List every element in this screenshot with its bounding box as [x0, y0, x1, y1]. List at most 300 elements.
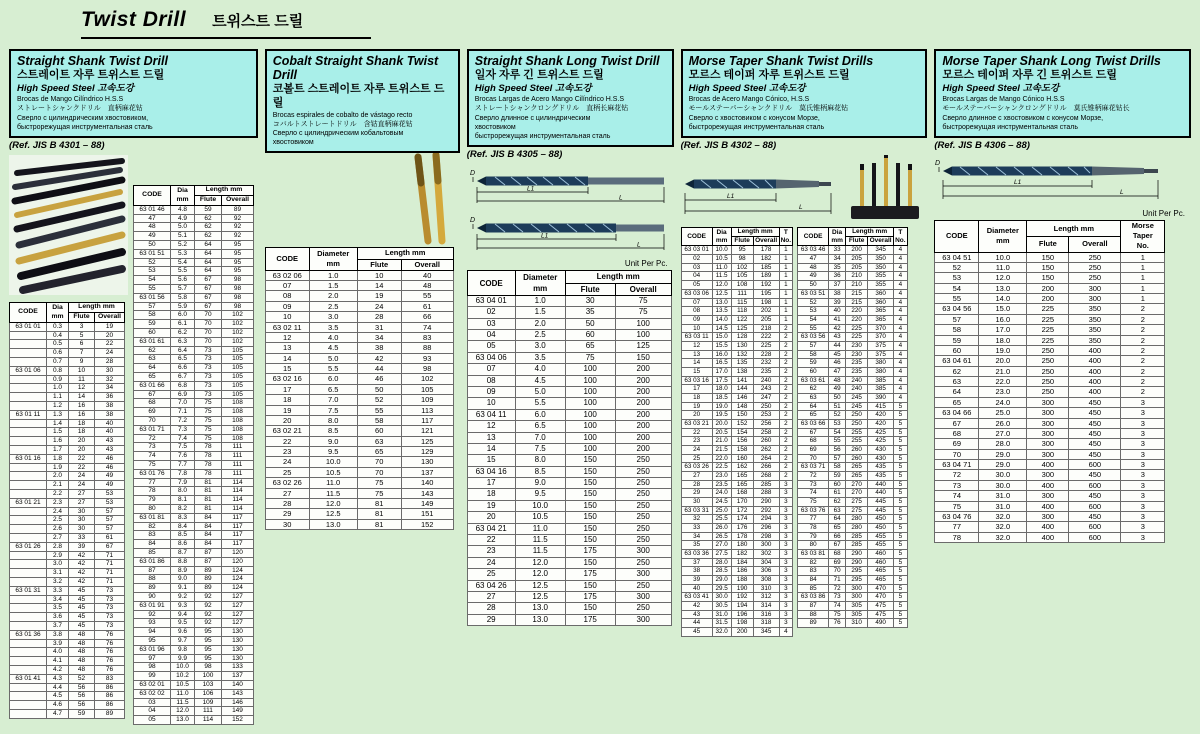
code-cell: 30	[681, 497, 712, 506]
value-cell: 40	[829, 307, 846, 316]
value-cell: 5	[894, 480, 907, 489]
value-cell: 222	[753, 333, 779, 342]
code-cell	[10, 569, 47, 578]
value-cell: 3	[1121, 428, 1165, 438]
value-cell: 290	[753, 497, 779, 506]
value-cell: 7.5	[309, 405, 357, 415]
value-cell: 22	[69, 463, 95, 472]
value-cell: 285	[846, 541, 868, 550]
section-line-ru1: Сверло с цилиндрическим хвостовиком,	[17, 114, 149, 122]
value-cell: 305	[846, 602, 868, 611]
value-cell: 188	[731, 576, 753, 585]
value-cell: 92	[222, 223, 254, 232]
value-cell: 250	[1027, 345, 1069, 355]
value-cell: 111	[222, 460, 254, 469]
value-cell: 5	[894, 419, 907, 428]
value-cell: 450	[1069, 511, 1121, 521]
value-cell: 24.0	[712, 489, 731, 498]
value-cell: 290	[846, 558, 868, 567]
col-header-length: Length mm	[195, 186, 254, 196]
code-cell: 63 01 76	[134, 469, 171, 478]
value-cell: 9.5	[171, 619, 195, 628]
value-cell: 48	[69, 665, 95, 674]
value-cell: 12.5	[309, 509, 357, 519]
value-cell: 20.0	[979, 356, 1027, 366]
value-cell: 14.5	[712, 324, 731, 333]
value-cell: 42	[69, 577, 95, 586]
value-cell: 5	[894, 471, 907, 480]
section-line-ru1: Сверло длинное с цилиндрическим	[474, 114, 591, 122]
value-cell: 475	[868, 610, 894, 619]
value-cell: 7.7	[171, 460, 195, 469]
value-cell: 20.5	[712, 428, 731, 437]
code-cell: 68	[134, 399, 171, 408]
morse-taper-size-table-right	[797, 227, 907, 628]
value-cell: 162	[731, 463, 753, 472]
col-header-flute: Flute	[846, 237, 868, 246]
taper-drill-diagram	[681, 166, 839, 224]
value-cell: 400	[1027, 501, 1069, 511]
value-cell: 215	[846, 298, 868, 307]
value-cell: 3	[1121, 460, 1165, 470]
value-cell: 180	[731, 541, 753, 550]
code-cell: 63	[134, 355, 171, 364]
code-cell: 47	[134, 214, 171, 223]
col-header-length: Length mm	[1027, 221, 1121, 237]
code-cell: 63 01 81	[134, 513, 171, 522]
value-cell: 103	[195, 680, 222, 689]
value-cell: 32.0	[712, 628, 731, 637]
col-header-code: CODE	[798, 228, 829, 246]
code-cell: 63 02 16	[265, 374, 309, 384]
value-cell: 266	[753, 463, 779, 472]
value-cell: 9.0	[309, 436, 357, 446]
value-cell: 24.0	[979, 397, 1027, 407]
value-cell: 30.0	[979, 480, 1027, 490]
value-cell: 46	[829, 359, 846, 368]
value-cell: 3	[1121, 470, 1165, 480]
value-cell: 245	[846, 393, 868, 402]
value-cell: 120	[222, 557, 254, 566]
value-cell: 30	[565, 295, 615, 306]
value-cell: 2	[1121, 366, 1165, 376]
value-cell: 102	[222, 320, 254, 329]
value-cell: 268	[753, 471, 779, 480]
value-cell: 4	[894, 393, 907, 402]
code-cell: 52	[798, 298, 829, 307]
value-cell: 3	[1121, 418, 1165, 428]
long-drill-diagram-top	[469, 164, 671, 206]
value-cell: 44	[357, 364, 401, 374]
code-cell: 63 04 66	[935, 408, 979, 418]
code-cell: 54	[798, 315, 829, 324]
code-cell: 23	[467, 546, 515, 557]
value-cell: 250	[615, 478, 671, 489]
value-cell: 28.0	[712, 558, 731, 567]
value-cell: 50	[357, 384, 401, 394]
value-cell: 3	[779, 602, 792, 611]
value-cell: 150	[565, 478, 615, 489]
value-cell: 190	[731, 584, 753, 593]
value-cell: 55	[829, 437, 846, 446]
value-cell: 5.0	[309, 353, 357, 363]
value-cell: 71	[95, 551, 125, 560]
value-cell: 15.5	[712, 341, 731, 350]
value-cell: 102	[222, 337, 254, 346]
unit-note: Unit Per Pc.	[1142, 209, 1185, 219]
value-cell: 128	[731, 333, 753, 342]
value-cell: 4	[894, 246, 907, 255]
value-cell: 205	[846, 263, 868, 272]
code-cell: 03	[134, 698, 171, 707]
value-cell: 59	[69, 709, 95, 718]
value-cell: 225	[1027, 304, 1069, 314]
value-cell: 75	[357, 478, 401, 488]
value-cell: 316	[753, 610, 779, 619]
value-cell: 435	[868, 463, 894, 472]
value-cell: 2	[779, 454, 792, 463]
value-cell: 3.1	[47, 569, 69, 578]
value-cell: 2	[1121, 335, 1165, 345]
dim-l1-label: L1	[726, 193, 734, 201]
value-cell: 9	[69, 358, 95, 367]
value-cell: 45	[69, 613, 95, 622]
value-cell: 70	[829, 567, 846, 576]
value-cell: 450	[1069, 397, 1121, 407]
value-cell: 31.5	[712, 619, 731, 628]
value-cell: 73	[195, 373, 222, 382]
value-cell: 19.5	[712, 411, 731, 420]
value-cell: 105	[401, 384, 453, 394]
code-cell: 69	[798, 445, 829, 454]
code-cell: 63 01 21	[10, 498, 47, 507]
col-header-length: Length mm	[846, 228, 894, 237]
value-cell: 6.5	[171, 355, 195, 364]
code-cell: 29	[681, 489, 712, 498]
section-subtitle: High Speed Steel 고속도강	[942, 82, 1060, 94]
value-cell: 300	[615, 591, 671, 602]
code-cell: 64	[798, 402, 829, 411]
value-cell: 65	[357, 447, 401, 457]
code-cell: 64	[134, 364, 171, 373]
code-cell: 70	[134, 417, 171, 426]
value-cell: 5	[894, 402, 907, 411]
code-cell: 53	[798, 307, 829, 316]
section-title-en: Morse Taper Shank Long Twist Drills	[942, 54, 1161, 68]
value-cell: 205	[846, 255, 868, 264]
value-cell: 450	[868, 515, 894, 524]
code-cell: 19	[681, 402, 712, 411]
code-cell: 28	[265, 498, 309, 508]
code-cell: 63 01 36	[10, 630, 47, 639]
value-cell: 150	[615, 352, 671, 363]
code-cell: 63 03 76	[798, 506, 829, 515]
value-cell: 1	[1121, 252, 1165, 262]
value-cell: 76	[829, 619, 846, 628]
value-cell: 4	[894, 324, 907, 333]
value-cell: 30.0	[712, 593, 731, 602]
code-cell: 79	[134, 496, 171, 505]
value-cell: 74	[401, 322, 453, 332]
code-cell: 84	[798, 576, 829, 585]
value-cell: 400	[1027, 532, 1069, 542]
value-cell: 46	[95, 463, 125, 472]
value-cell: 138	[731, 367, 753, 376]
value-cell: 220	[846, 315, 868, 324]
code-cell: 04	[134, 707, 171, 716]
value-cell: 2.0	[309, 291, 357, 301]
value-cell: 117	[222, 531, 254, 540]
value-cell: 150	[565, 557, 615, 568]
code-cell: 50	[798, 281, 829, 290]
value-cell: 89	[95, 709, 125, 718]
value-cell: 302	[753, 549, 779, 558]
code-cell: 63 04 71	[935, 460, 979, 470]
code-cell: 63 01 56	[134, 293, 171, 302]
code-cell: 69	[134, 408, 171, 417]
value-cell: 3.9	[47, 639, 69, 648]
value-cell: 100	[565, 443, 615, 454]
value-cell: 143	[222, 689, 254, 698]
value-cell: 115	[731, 298, 753, 307]
value-cell: 14	[357, 281, 401, 291]
catalog-columns	[9, 49, 1191, 725]
value-cell: 67	[195, 302, 222, 311]
value-cell: 84	[195, 540, 222, 549]
value-cell: 86	[95, 692, 125, 701]
value-cell: 350	[1069, 304, 1121, 314]
value-cell: 39	[69, 542, 95, 551]
value-cell: 430	[868, 445, 894, 454]
code-cell: 74	[935, 491, 979, 501]
value-cell: 1.5	[309, 281, 357, 291]
value-cell: 21.0	[712, 437, 731, 446]
value-cell: 7.8	[171, 469, 195, 478]
section-title-ko: 코볼트 스트레이트 자루 트위스트 드릴	[272, 83, 445, 109]
section-line-ru2: хвостовиком	[272, 139, 314, 147]
value-cell: 56	[69, 692, 95, 701]
value-cell: 144	[731, 385, 753, 394]
value-cell: 300	[1027, 439, 1069, 449]
code-cell: 84	[134, 540, 171, 549]
value-cell: 2.7	[47, 534, 69, 543]
code-cell	[10, 393, 47, 402]
value-cell: 300	[846, 593, 868, 602]
value-cell: 9.7	[171, 636, 195, 645]
value-cell: 111	[195, 707, 222, 716]
value-cell: 3	[779, 506, 792, 515]
code-cell: 10	[467, 398, 515, 409]
value-cell: 3	[779, 576, 792, 585]
value-cell: 375	[868, 341, 894, 350]
value-cell: 232	[753, 359, 779, 368]
value-cell: 10	[357, 270, 401, 280]
value-cell: 1	[779, 246, 792, 255]
value-cell: 4	[894, 341, 907, 350]
value-cell: 360	[868, 289, 894, 298]
code-cell	[10, 604, 47, 613]
value-cell: 14.0	[979, 294, 1027, 304]
value-cell: 150	[1027, 262, 1069, 272]
value-cell: 250	[615, 500, 671, 511]
col-header-flute: Flute	[69, 313, 95, 323]
value-cell: 45	[69, 586, 95, 595]
value-cell: 4.5	[515, 375, 565, 386]
value-cell: 130	[401, 457, 453, 467]
value-cell: 350	[868, 255, 894, 264]
value-cell: 73	[95, 604, 125, 613]
value-cell: 84	[195, 513, 222, 522]
value-cell: 42	[829, 324, 846, 333]
code-cell: 63 01 51	[134, 249, 171, 258]
value-cell: 19.0	[712, 402, 731, 411]
value-cell: 44	[829, 341, 846, 350]
code-cell: 63 03 11	[681, 333, 712, 342]
code-cell: 67	[935, 418, 979, 428]
value-cell: 150	[565, 489, 615, 500]
straight-shank-size-table-large	[133, 185, 254, 725]
value-cell: 59	[829, 471, 846, 480]
code-cell: 02	[467, 307, 515, 318]
code-cell: 77	[935, 522, 979, 532]
value-cell: 40	[95, 428, 125, 437]
ref-standard: (Ref. JIS B 4302 – 88)	[680, 140, 777, 152]
value-cell: 24	[95, 349, 125, 358]
value-cell: 27.0	[712, 541, 731, 550]
value-cell: 220	[846, 307, 868, 316]
value-cell: 3.3	[47, 586, 69, 595]
code-cell: 22	[467, 535, 515, 546]
value-cell: 22	[95, 340, 125, 349]
code-cell: 97	[134, 654, 171, 663]
value-cell: 192	[753, 281, 779, 290]
col-header-length: Length mm	[69, 303, 125, 313]
value-cell: 3	[779, 593, 792, 602]
code-cell: 85	[134, 548, 171, 557]
value-cell: 1	[779, 289, 792, 298]
value-cell: 1.7	[47, 446, 69, 455]
value-cell: 5	[894, 506, 907, 515]
code-cell: 75	[134, 460, 171, 469]
value-cell: 150	[565, 603, 615, 614]
value-cell: 1	[779, 298, 792, 307]
code-cell: 39	[681, 576, 712, 585]
value-cell: 14	[69, 393, 95, 402]
value-cell: 400	[1069, 366, 1121, 376]
code-cell	[10, 613, 47, 622]
value-cell: 3	[779, 610, 792, 619]
value-cell: 43	[95, 446, 125, 455]
value-cell: 70	[195, 329, 222, 338]
value-cell: 29.0	[979, 460, 1027, 470]
value-cell: 100	[565, 386, 615, 397]
value-cell: 250	[1027, 377, 1069, 387]
value-cell: 10.0	[309, 457, 357, 467]
value-cell: 23.0	[979, 387, 1027, 397]
value-cell: 5	[894, 610, 907, 619]
value-cell: 370	[868, 324, 894, 333]
value-cell: 3	[1121, 511, 1165, 521]
value-cell: 86	[95, 683, 125, 692]
section-title-en: Morse Taper Shank Twist Drills	[688, 54, 874, 68]
code-cell: 14	[681, 359, 712, 368]
value-cell: 106	[195, 689, 222, 698]
value-cell: 296	[753, 523, 779, 532]
value-cell: 1.5	[515, 307, 565, 318]
value-cell: 57	[95, 516, 125, 525]
code-cell: 88	[798, 610, 829, 619]
value-cell: 2	[779, 471, 792, 480]
value-cell: 137	[401, 467, 453, 477]
code-cell: 44	[681, 619, 712, 628]
code-cell: 74	[798, 489, 829, 498]
value-cell: 235	[846, 359, 868, 368]
value-cell: 100	[565, 409, 615, 420]
value-cell: 243	[753, 385, 779, 394]
value-cell: 170	[731, 497, 753, 506]
code-cell	[10, 577, 47, 586]
value-cell: 160	[731, 454, 753, 463]
value-cell: 10	[69, 366, 95, 375]
value-cell: 3	[69, 322, 95, 331]
code-cell: 73	[935, 480, 979, 490]
value-cell: 5	[894, 497, 907, 506]
value-cell: 25.0	[979, 408, 1027, 418]
value-cell: 288	[753, 489, 779, 498]
code-cell: 22	[265, 436, 309, 446]
value-cell: 5.9	[171, 302, 195, 311]
section-line-ru2: хвостовиком	[474, 123, 516, 131]
value-cell: 26.5	[712, 532, 731, 541]
value-cell: 0.3	[47, 322, 69, 331]
code-cell: 12	[467, 421, 515, 432]
value-cell: 1	[779, 315, 792, 324]
value-cell: 1	[1121, 262, 1165, 272]
code-cell: 63 03 51	[798, 289, 829, 298]
section-morse-taper-shank	[681, 49, 928, 637]
value-cell: 3	[1121, 522, 1165, 532]
value-cell: 7.0	[171, 399, 195, 408]
value-cell: 3	[779, 567, 792, 576]
value-cell: 20	[95, 331, 125, 340]
value-cell: 5	[894, 463, 907, 472]
value-cell: 152	[222, 716, 254, 725]
code-cell: 25	[265, 467, 309, 477]
value-cell: 8.4	[171, 522, 195, 531]
section-line-jp-cn: コバルトストレートドリル 含钴直柄麻花钻	[272, 120, 413, 128]
value-cell: 154	[731, 428, 753, 437]
value-cell: 230	[846, 350, 868, 359]
value-cell: 51	[829, 402, 846, 411]
value-cell: 400	[1069, 387, 1121, 397]
value-cell: 32.0	[979, 511, 1027, 521]
value-cell: 420	[868, 411, 894, 420]
code-cell: 17	[467, 478, 515, 489]
col-header-morse-taper-no: Morse Taper No.	[1121, 221, 1165, 252]
value-cell: 10.5	[712, 255, 731, 264]
value-cell: 3	[779, 497, 792, 506]
section-title-en: Straight Shank Twist Drill	[17, 54, 168, 68]
value-cell: 200	[615, 375, 671, 386]
value-cell: 30.5	[712, 602, 731, 611]
code-cell: 63 01 86	[134, 557, 171, 566]
value-cell: 3	[779, 523, 792, 532]
value-cell: 19	[357, 291, 401, 301]
value-cell: 81	[195, 504, 222, 513]
col-header-flute: Flute	[357, 259, 401, 270]
value-cell: 300	[1027, 491, 1069, 501]
value-cell: 98	[222, 293, 254, 302]
